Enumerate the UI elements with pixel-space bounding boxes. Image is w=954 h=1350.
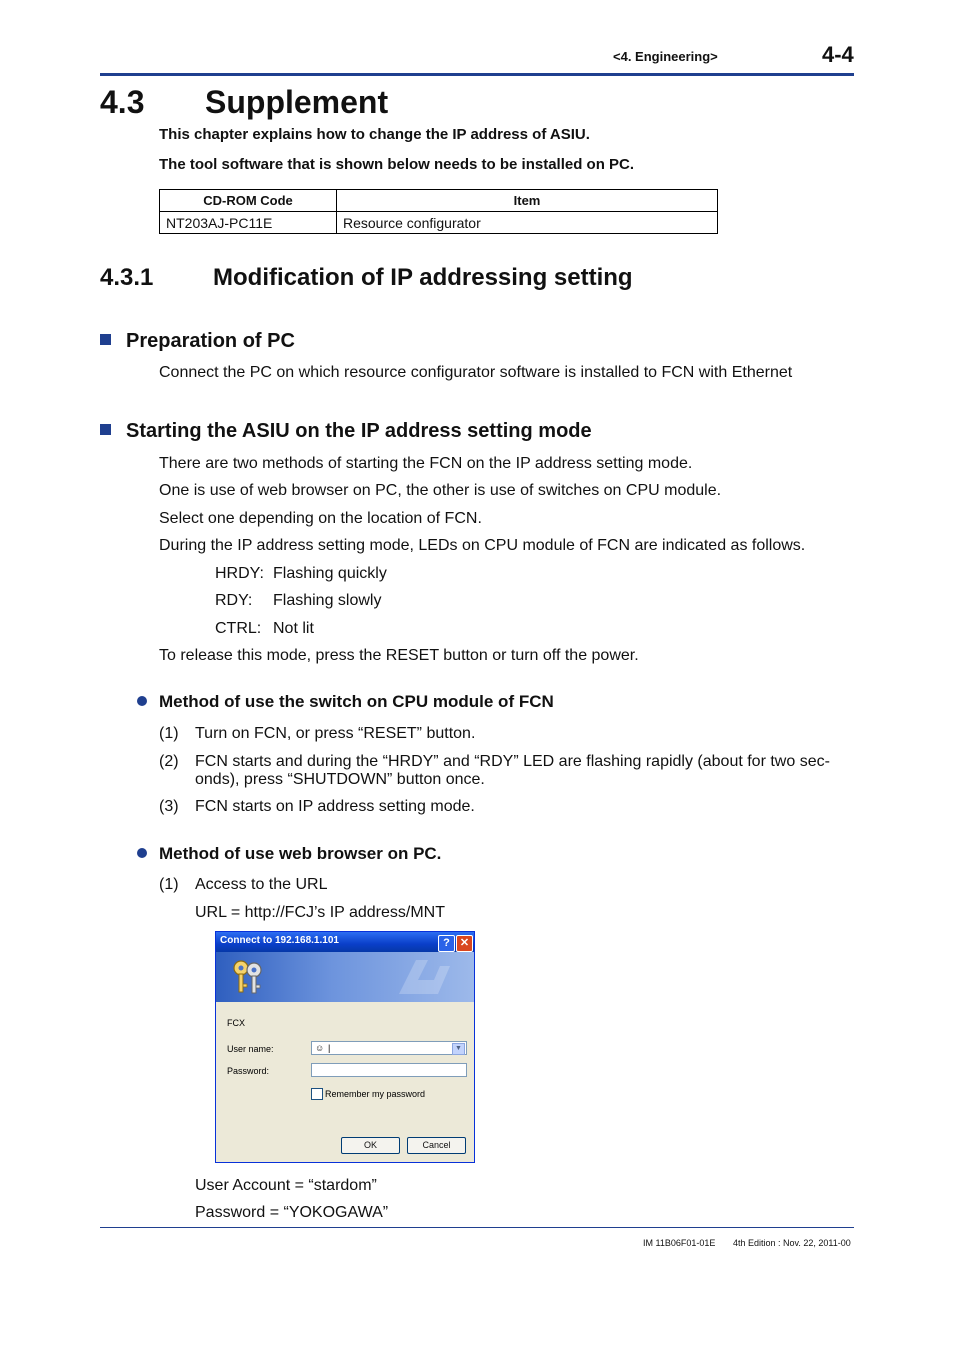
- prep-heading: [100, 330, 295, 353]
- header-chapter: <4. Engineering>: [613, 49, 718, 64]
- switch-step-1-text: Turn on FCN, or press “RESET” button.: [195, 725, 476, 742]
- user-icon: ☺: [315, 1043, 325, 1053]
- square-bullet-icon: [100, 334, 111, 345]
- ok-button[interactable]: OK: [341, 1137, 400, 1154]
- round-bullet-icon: [137, 696, 147, 706]
- prep-text: Connect the PC on which resource configurator software is installed to FCN with Ethernet: [159, 364, 793, 381]
- prep-heading-text: Preparation of PC: [126, 330, 295, 352]
- subsection-heading: [100, 264, 633, 292]
- remember-label: Remember my password: [325, 1089, 426, 1099]
- password-line: Password = “YOKOGAWA”: [195, 1204, 389, 1221]
- start-heading: [100, 420, 592, 443]
- user-name-label: User name:: [227, 1044, 274, 1054]
- table-cell-item: Resource configurator: [337, 212, 718, 234]
- table-header-code: CD-ROM Code: [160, 190, 337, 212]
- realm-label: FCX: [227, 1018, 245, 1028]
- user-name-value: |: [328, 1043, 331, 1053]
- method-switch-heading: [137, 692, 554, 712]
- square-bullet-icon: [100, 424, 111, 435]
- start-line-2: One is use of web browser on PC, the other is use of switches on CPU module.: [159, 482, 722, 499]
- switch-step-2-number: (2): [159, 753, 179, 770]
- switch-step-3-number: (3): [159, 798, 179, 815]
- led-state-rdy: Flashing slowly: [273, 592, 382, 609]
- intro-line-1: This chapter explains how to change the IP address of ASIU.: [159, 126, 590, 143]
- switch-step-1-number: (1): [159, 725, 179, 742]
- url-line: URL = http://FCJ’s IP address/MNT: [195, 904, 446, 921]
- led-name-hrdy: HRDY:: [215, 565, 264, 582]
- switch-step-2-text: FCN starts and during the “HRDY” and “RDY” LED are flashing rapidly (about for two sec-: [195, 753, 830, 770]
- method-web-heading-text: Method of use web browser on PC.: [159, 844, 442, 863]
- table-header-row: [160, 190, 718, 212]
- led-name-ctrl: CTRL:: [215, 620, 262, 637]
- login-dialog: [215, 931, 475, 1163]
- led-name-rdy: RDY:: [215, 592, 253, 609]
- dialog-banner: [216, 952, 474, 1002]
- table-header-item: Item: [337, 190, 718, 212]
- switch-step-3-text: FCN starts on IP address setting mode.: [195, 798, 475, 815]
- method-switch-heading-text: Method of use the switch on CPU module of FCN: [159, 692, 554, 711]
- web-step-1-number: (1): [159, 876, 179, 893]
- start-heading-text: Starting the ASIU on the IP address setting mode: [126, 420, 592, 442]
- footer-doc-id: IM 11B06F01-01E: [643, 1238, 716, 1248]
- header-rule: [100, 73, 854, 76]
- web-step-1-text: Access to the URL: [195, 876, 328, 893]
- cancel-button[interactable]: Cancel: [407, 1137, 466, 1154]
- banner-watermark-icon: [394, 956, 454, 998]
- start-line-1: There are two methods of starting the FCN on the IP address setting mode.: [159, 455, 693, 472]
- round-bullet-icon: [137, 848, 147, 858]
- keys-icon: [230, 958, 266, 996]
- footer-rule: [100, 1227, 854, 1228]
- method-web-heading: [137, 844, 441, 864]
- led-state-ctrl: Not lit: [273, 620, 314, 637]
- dialog-title: Connect to 192.168.1.101: [220, 935, 339, 946]
- led-state-hrdy: Flashing quickly: [273, 565, 387, 582]
- help-button[interactable]: ?: [438, 935, 455, 952]
- intro-line-2: The tool software that is shown below needs to be installed on PC.: [159, 156, 635, 173]
- software-table: [159, 189, 718, 234]
- start-line-3: Select one depending on the location of FCN.: [159, 510, 482, 527]
- account-line: User Account = “stardom”: [195, 1177, 377, 1194]
- subsection-title: Modification of IP addressing setting: [213, 264, 633, 291]
- password-label: Password:: [227, 1066, 270, 1076]
- section-number: 4.3: [100, 84, 145, 120]
- table-row: [160, 212, 718, 234]
- user-name-field[interactable]: [311, 1041, 467, 1055]
- start-line-4: During the IP address setting mode, LEDs on CPU module of FCN are indicated as follows.: [159, 537, 806, 554]
- remember-checkbox[interactable]: [311, 1088, 323, 1100]
- switch-step-2-text-cont: onds), press “SHUTDOWN” button once.: [195, 771, 485, 788]
- table-cell-code: NT203AJ-PC11E: [160, 212, 337, 234]
- section-heading: [100, 84, 388, 121]
- subsection-number: 4.3.1: [100, 264, 154, 291]
- release-text: To release this mode, press the RESET button or turn off the power.: [159, 647, 639, 664]
- header-page-number: 4-4: [822, 42, 854, 67]
- chevron-down-icon[interactable]: ▼: [452, 1043, 465, 1055]
- section-title: Supplement: [205, 84, 389, 120]
- footer-edition: 4th Edition : Nov. 22, 2011-00: [733, 1238, 851, 1248]
- password-field[interactable]: [311, 1063, 467, 1077]
- close-button[interactable]: ✕: [456, 935, 473, 952]
- dialog-title-bar[interactable]: [216, 932, 474, 952]
